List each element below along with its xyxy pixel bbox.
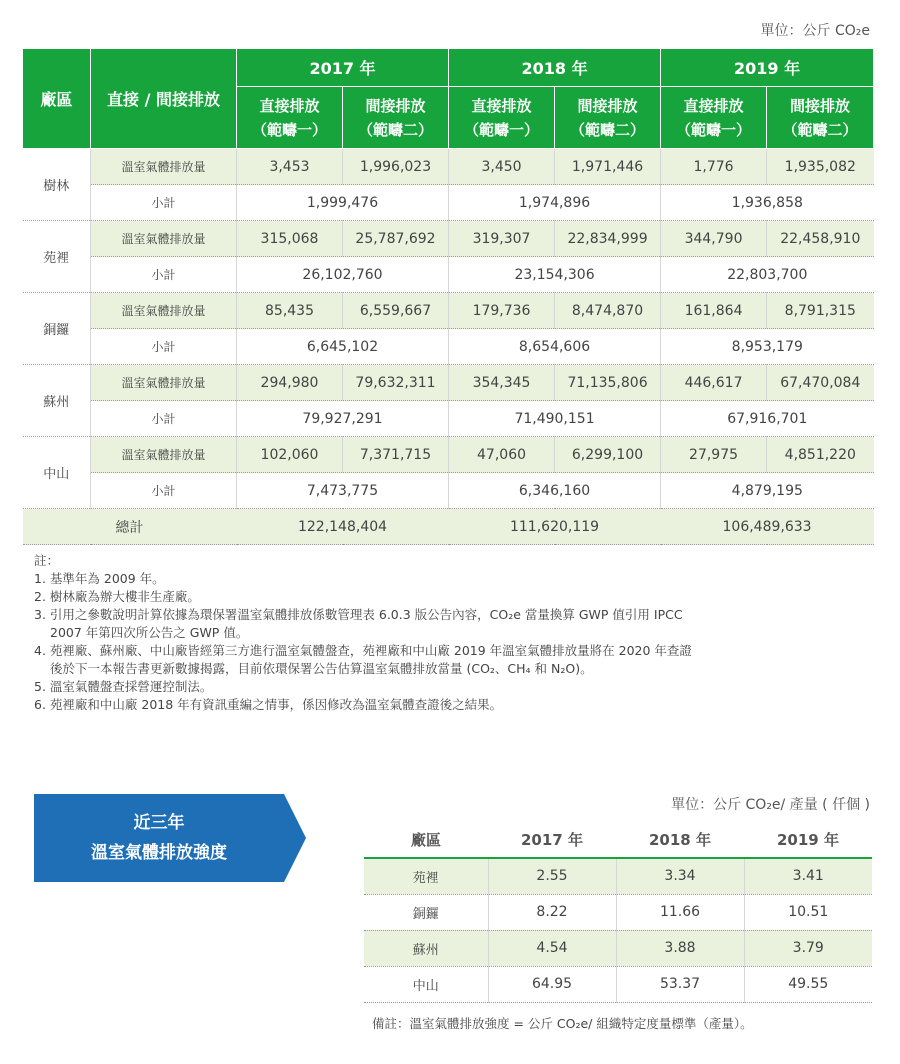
row-label-ghg: 溫室氣體排放量 [91,365,237,401]
total-row [23,509,874,545]
intensity-header-2017: 2017 年 [488,822,616,858]
emission-value: 6,559,667 [343,293,449,329]
intensity-row [364,858,872,894]
table-row [23,185,874,221]
banner-line1: 近三年 [133,813,185,833]
note-item: 2. 樹林廠為辦大樓非生產廠。 [34,589,200,604]
header-direct-label: 直接排放 [471,96,532,115]
intensity-plant: 銅鑼 [364,894,488,930]
note-item: 4. 苑裡廠、蘇州廠、中山廠皆經第三方進行溫室氣體盤查，苑裡廠和中山廠 2019 年溫室氣體排放量將在 2020 年查證 [34,643,692,658]
note-item: 5. 溫室氣體盤查採營運控制法。 [34,679,213,694]
header-year-2019: 2019 年 [661,49,874,87]
emission-value: 354,345 [449,365,555,401]
emission-value: 1,971,446 [555,149,661,185]
emission-value: 1,776 [661,149,767,185]
note-item: 6. 苑裡廠和中山廠 2018 年有資訊重編之情事，係因修改為溫室氣體查證後之結果。 [34,697,503,712]
subtotal-value: 1,974,896 [449,185,661,221]
intensity-value: 64.95 [488,966,616,1002]
emission-value: 102,060 [237,437,343,473]
emission-value: 3,450 [449,149,555,185]
header-year-2017: 2017 年 [237,49,449,87]
emission-value: 47,060 [449,437,555,473]
header-indirect-scope-label: （範疇二） [358,120,434,139]
table-row [23,257,874,293]
intensity-footnote: 備註：溫室氣體排放強度 = 公斤 CO₂e/ 組織特定度量標準（產量）。 [372,1016,753,1031]
table-row [23,365,874,401]
intensity-plant: 蘇州 [364,930,488,966]
subtotal-value: 7,473,775 [237,473,449,509]
subtotal-value: 79,927,291 [237,401,449,437]
subtotal-value: 4,879,195 [661,473,874,509]
emission-value: 27,975 [661,437,767,473]
plant-name: 中山 [23,437,91,509]
header-scope: 直接 / 間接排放 [91,49,237,149]
notes [34,552,874,714]
plant-name: 蘇州 [23,365,91,437]
note-item: 2007 年第四次所公告之 GWP 值。 [50,625,249,640]
intensity-value: 53.37 [616,966,744,1002]
header-indirect [555,87,661,149]
intensity-value: 8.22 [488,894,616,930]
note-item: 後於下一本報告書更新數據揭露，目前依環保署公告估算溫室氣體排放當量 (CO₂、CH₄ 和 N₂O)。 [50,661,593,676]
intensity-value: 4.54 [488,930,616,966]
subtotal-value: 6,645,102 [237,329,449,365]
notes-title: 註： [34,553,60,568]
header-direct-label: 直接排放 [259,96,320,115]
intensity-header-plant: 廠區 [364,822,488,858]
intensity-value: 49.55 [744,966,872,1002]
unit-label-top: 單位：公斤 CO₂e [760,23,870,39]
intensity-header-2019: 2019 年 [744,822,872,858]
table-row [23,401,874,437]
emission-value: 1,935,082 [767,149,874,185]
plant-name: 苑裡 [23,221,91,293]
subtotal-value: 67,916,701 [661,401,874,437]
table-row [23,473,874,509]
row-label-subtotal: 小計 [91,185,237,221]
emission-value: 1,996,023 [343,149,449,185]
header-indirect-scope-label: （範疇二） [782,120,858,139]
emission-value: 179,736 [449,293,555,329]
row-label-subtotal: 小計 [91,473,237,509]
total-label: 總計 [23,509,237,545]
subtotal-value: 26,102,760 [237,257,449,293]
emission-value: 319,307 [449,221,555,257]
header-indirect [343,87,449,149]
header-indirect [767,87,874,149]
table-row [23,329,874,365]
subtotal-value: 1,999,476 [237,185,449,221]
intensity-row [364,930,872,966]
subtotal-value: 6,346,160 [449,473,661,509]
intensity-value: 3.41 [744,858,872,894]
emission-value: 67,470,084 [767,365,874,401]
emission-value: 3,453 [237,149,343,185]
header-year-2018: 2018 年 [449,49,661,87]
total-value: 122,148,404 [237,509,449,545]
emission-value: 8,791,315 [767,293,874,329]
emission-value: 7,371,715 [343,437,449,473]
header-direct-scope-label: （範疇一） [464,120,540,139]
plant-name: 銅鑼 [23,293,91,365]
subtotal-value: 8,953,179 [661,329,874,365]
intensity-header-2018: 2018 年 [616,822,744,858]
note-item: 3. 引用之參數說明計算依據為環保署溫室氣體排放係數管理表 6.0.3 版公告內容，CO₂e 當量換算 GWP 值引用 IPCC [34,607,683,622]
banner-line2: 溫室氣體排放強度 [91,843,227,863]
row-label-subtotal: 小計 [91,329,237,365]
emission-value: 4,851,220 [767,437,874,473]
emission-value: 315,068 [237,221,343,257]
header-direct [449,87,555,149]
table-row [23,293,874,329]
emission-value: 446,617 [661,365,767,401]
header-direct [661,87,767,149]
emission-value: 25,787,692 [343,221,449,257]
emission-value: 71,135,806 [555,365,661,401]
intensity-value: 10.51 [744,894,872,930]
table-row [23,149,874,185]
emission-value: 8,474,870 [555,293,661,329]
emission-value: 79,632,311 [343,365,449,401]
row-label-ghg: 溫室氣體排放量 [91,437,237,473]
subtotal-value: 23,154,306 [449,257,661,293]
intensity-value: 3.79 [744,930,872,966]
intensity-row [364,966,872,1002]
intensity-table [364,822,872,1003]
section-banner [34,794,306,882]
intensity-row [364,894,872,930]
emission-value: 22,458,910 [767,221,874,257]
row-label-subtotal: 小計 [91,257,237,293]
plant-name: 樹林 [23,149,91,221]
header-indirect-scope-label: （範疇二） [570,120,646,139]
row-label-ghg: 溫室氣體排放量 [91,221,237,257]
header-direct [237,87,343,149]
emissions-table [22,48,874,545]
subtotal-value: 8,654,606 [449,329,661,365]
unit-label-intensity: 單位：公斤 CO₂e/ 產量 ( 仟個 ) [671,797,870,813]
row-label-ghg: 溫室氣體排放量 [91,149,237,185]
header-direct-label: 直接排放 [683,96,744,115]
header-direct-scope-label: （範疇一） [676,120,752,139]
subtotal-value: 22,803,700 [661,257,874,293]
emission-value: 22,834,999 [555,221,661,257]
total-value: 106,489,633 [661,509,874,545]
intensity-plant: 苑裡 [364,858,488,894]
emission-value: 161,864 [661,293,767,329]
header-indirect-label: 間接排放 [365,96,426,115]
intensity-value: 3.34 [616,858,744,894]
subtotal-value: 71,490,151 [449,401,661,437]
header-indirect-label: 間接排放 [790,96,851,115]
emission-value: 294,980 [237,365,343,401]
intensity-plant: 中山 [364,966,488,1002]
subtotal-value: 1,936,858 [661,185,874,221]
table-row [23,437,874,473]
intensity-value: 11.66 [616,894,744,930]
header-plant: 廠區 [23,49,91,149]
intensity-value: 3.88 [616,930,744,966]
emission-value: 85,435 [237,293,343,329]
intensity-value: 2.55 [488,858,616,894]
table-row [23,221,874,257]
header-indirect-label: 間接排放 [577,96,638,115]
row-label-ghg: 溫室氣體排放量 [91,293,237,329]
emission-value: 344,790 [661,221,767,257]
header-direct-scope-label: （範疇一） [251,120,327,139]
total-value: 111,620,119 [449,509,661,545]
emission-value: 6,299,100 [555,437,661,473]
note-item: 1. 基準年為 2009 年。 [34,571,165,586]
row-label-subtotal: 小計 [91,401,237,437]
